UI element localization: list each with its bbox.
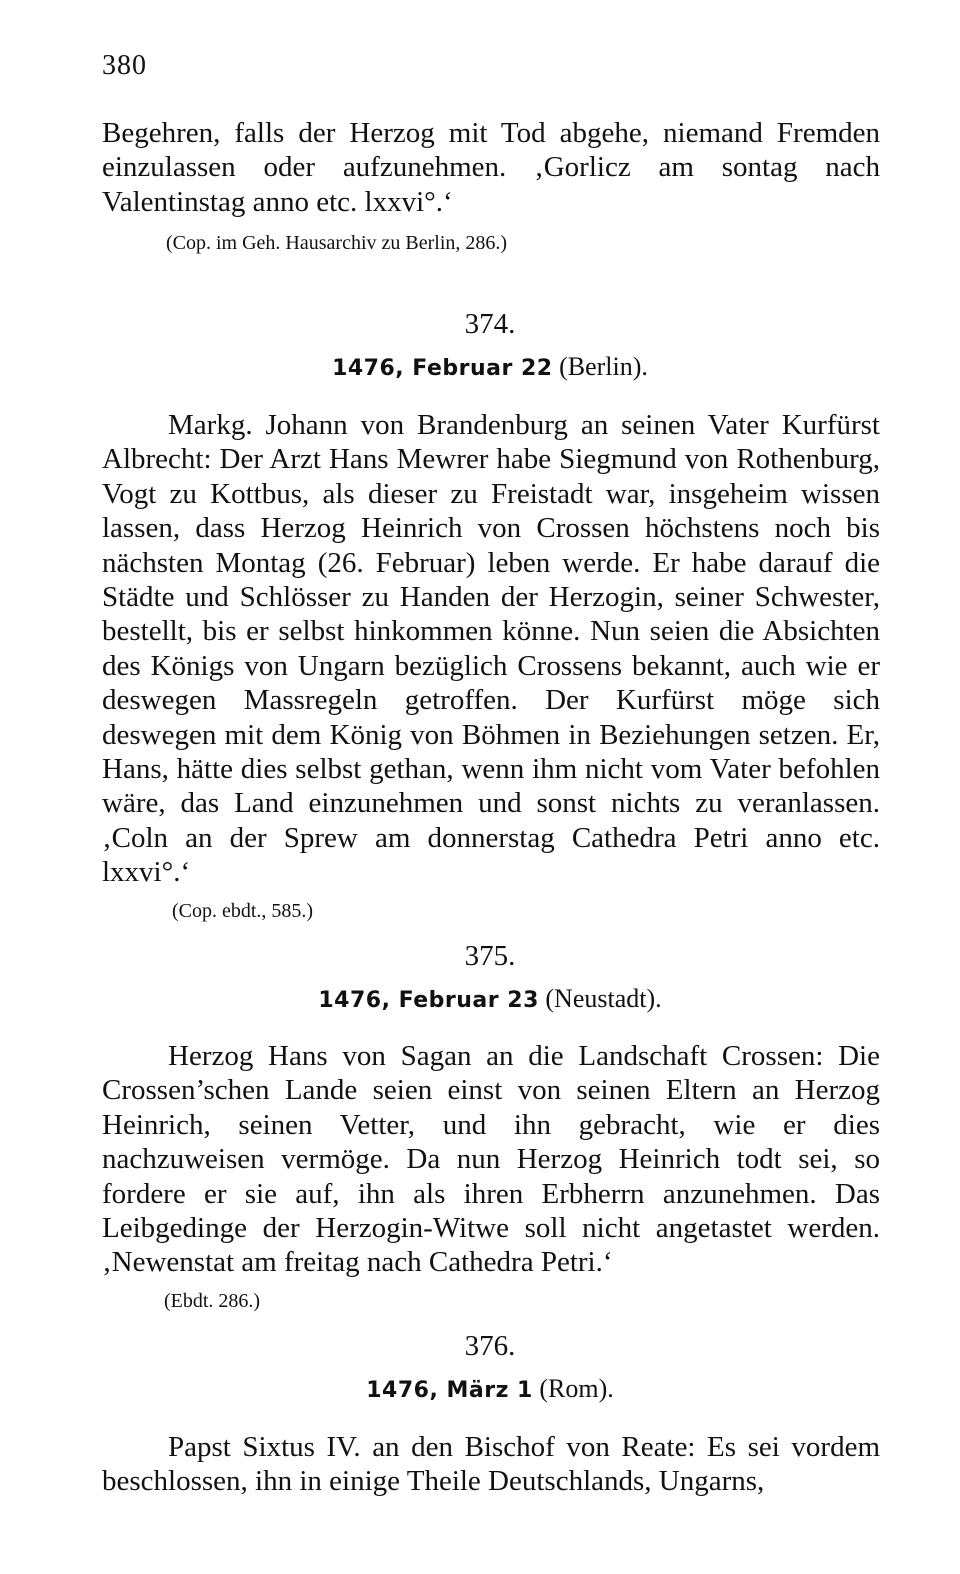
entry-date-374 [0,352,960,382]
entry-source-375: (Ebdt. 286.) [164,1290,261,1312]
entry-date-376 [0,1374,960,1404]
continuation-source: (Cop. im Geh. Hausarchiv zu Berlin, 286.) [166,232,508,254]
entry-number-374: 374. [464,308,516,340]
entry-number-376: 376. [464,1330,516,1362]
entry-place: (Rom). [539,1374,614,1403]
entry-text-375: Herzog Hans von Sagan an die Landschaft Crossen: Die Crossen’schen Lande seien einst von seinen Eltern an Herzog Heinrich, seinen Vetter, und ihn gebracht, wie er dies nachzuweisen vermöge. Da nun Herzog Heinrich todt sei, so fordere er sie auf, ihn als ihren Erbherrn anzunehmen. Das Leibgedinge der Herzogin-Witwe soll nicht angetastet werden. ‚Newenstat am freitag nach Cathedra Petri.‘ [102,1040,880,1279]
entry-date-bold: 1476, Februar 23 [318,988,539,1013]
continuation-paragraph: Begehren, falls der Herzog mit Tod abgehe, niemand Fremden einzulassen oder aufzunehmen. ‚Gorlicz am sontag nach Valentinstag anno etc. lxxvi°.‘ [102,117,880,218]
entry-date-bold: 1476, März 1 [366,1378,533,1403]
entry-text-376: Papst Sixtus IV. an den Bischof von Reate: Es sei vordem beschlossen, ihn in einige Theile Deutschlands, Ungarns, [102,1431,880,1498]
entry-number-375: 375. [464,940,516,972]
entry-source-374: (Cop. ebdt., 585.) [172,900,314,922]
entry-place: (Berlin). [559,352,648,381]
entry-text-374: Markg. Johann von Brandenburg an seinen Vater Kurfürst Albrecht: Der Arzt Hans Mewrer habe Siegmund von Rothenburg, Vogt zu Kottbus, als dieser zu Freistadt war, insgeheim wissen lassen, dass Herzog Heinrich von Crossen höchstens noch bis nächsten Montag (26. Februar) leben werde. Er habe darauf die Städte und Schlösser zu Handen der Herzogin, seiner Schwester, bestellt, bis er selbst hinkommen könne. Nun seien die Absichten des Königs von Ungarn bezüglich Crossens bekannt, auch wie er deswegen Massregeln getroffen. Der Kurfürst möge sich deswegen mit dem König von Böhmen in Beziehungen setzen. Er, Hans, hätte dies selbst gethan, wenn ihm nicht vom Vater befohlen wäre, das Land einzunehmen und sonst nichts zu veranlassen. ‚Coln an der Sprew am donnerstag Cathedra Petri anno etc. lxxvi°.‘ [102,409,880,889]
page-number: 380 [102,50,147,81]
entry-date-375 [0,984,960,1014]
entry-date-bold: 1476, Februar 22 [332,356,553,381]
entry-place: (Neustadt). [545,984,662,1013]
